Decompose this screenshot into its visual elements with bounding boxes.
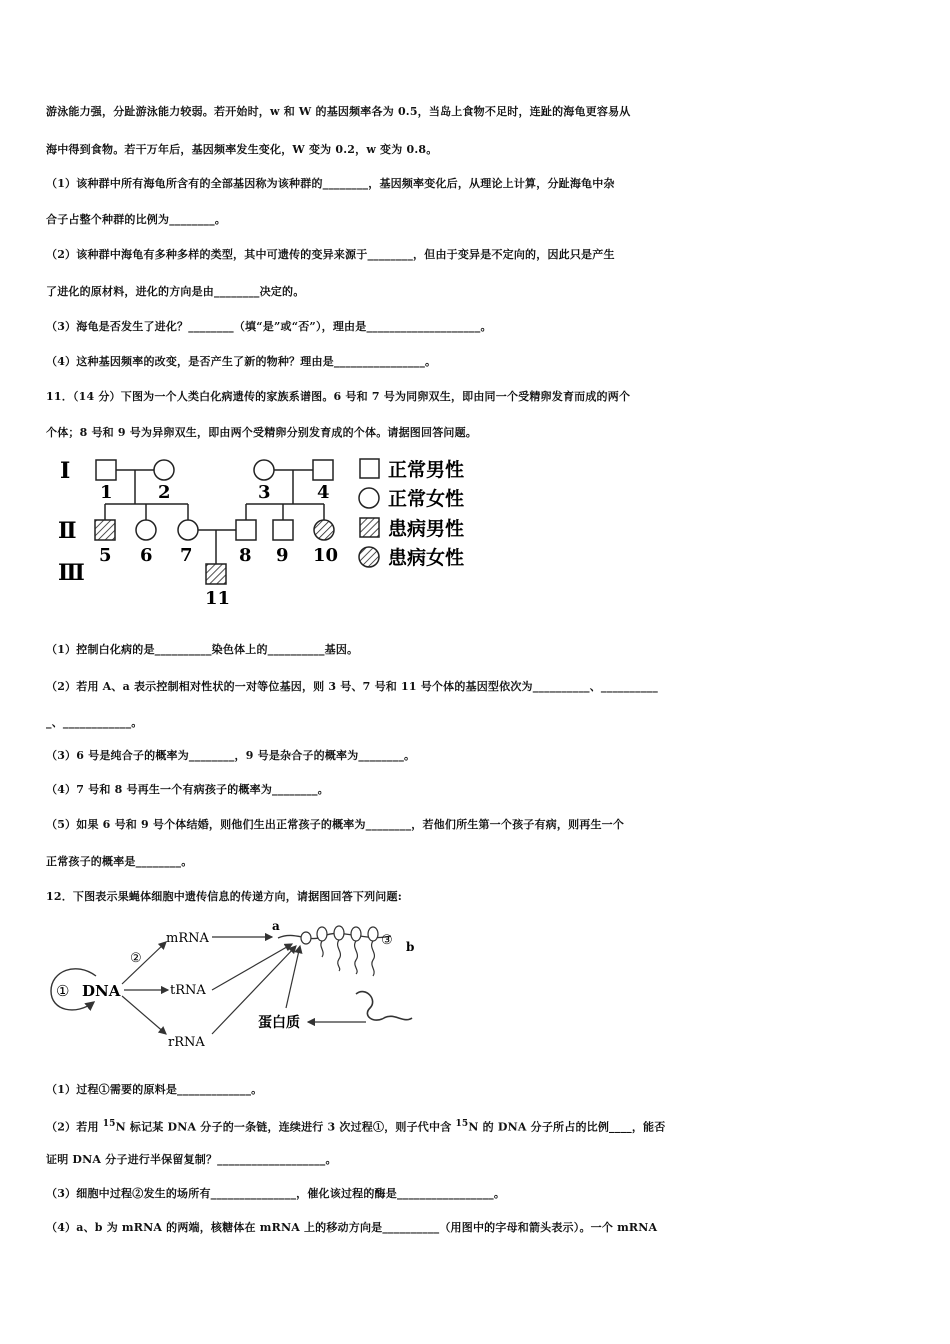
- legend-affected-male-label: 患病男性: [388, 518, 465, 540]
- label-10: 10: [313, 545, 339, 566]
- label-6: 6: [140, 545, 153, 566]
- individual-11-affected-male: [206, 564, 226, 584]
- q11-subq1: （1）控制白化病的是__________染色体上的__________基因。: [46, 643, 359, 656]
- q10-subq3: （3）海龟是否发生了进化？________（填“是”或“否”），理由是____________________。: [46, 320, 492, 333]
- label-3: 3: [258, 482, 271, 503]
- q11-subq2-line-1: （2）若用 A、a 表示控制相对性状的一对等位基因，则 3 号、7 号和 11 号个体的基因型依次为__________、__________: [46, 680, 658, 693]
- mrna-end-b: b: [406, 940, 415, 954]
- process-2-marker: ②: [130, 951, 142, 966]
- label-7: 7: [180, 545, 193, 566]
- gene-expression-diagram: [46, 916, 426, 1056]
- protein-label: 蛋白质: [258, 1015, 300, 1031]
- q12-subq4: （4）a、b 为 mRNA 的两端，核糖体在 mRNA 上的移动方向是__________（用图中的字母和箭头表示）。一个 mRNA: [46, 1221, 658, 1234]
- ribosome-group: [301, 926, 378, 944]
- label-4: 4: [317, 482, 330, 503]
- q12-subq2-line-2: 证明 DNA 分子进行半保留复制？___________________。: [46, 1153, 337, 1166]
- individual-7-normal-female: [178, 520, 198, 540]
- legend-normal-male-label: 正常男性: [388, 459, 465, 481]
- individual-9-normal-male: [273, 520, 293, 540]
- q10-subq1-line-1: （1）该种群中所有海龟所含有的全部基因称为该种群的________，基因频率变化后，从理论上计算，分趾海龟中杂: [46, 177, 615, 190]
- individual-10-affected-female: [314, 520, 334, 540]
- legend-normal-female-label: 正常女性: [388, 488, 465, 510]
- generation-II-label: Ⅱ: [58, 518, 77, 544]
- q11-subq3: （3）6 号是纯合子的概率为________，9 号是杂合子的概率为________。: [46, 749, 416, 762]
- q10-text-line-1: 游泳能力强，分趾游泳能力较弱。若开始时，w 和 W 的基因频率各为 0.5，当岛上食物不足时，连趾的海龟更容易从: [46, 105, 631, 118]
- individual-2-normal-female: [154, 460, 174, 480]
- polypeptide-chains: [321, 940, 375, 976]
- label-8: 8: [239, 545, 252, 566]
- q11-subq2-line-2: _、____________。: [46, 716, 143, 729]
- trna-label: tRNA: [170, 983, 206, 998]
- q11-stem-line-2: 个体；8 号和 9 号为异卵双生，即由两个受精卵分别发育成的个体。请据图回答问题。: [46, 426, 477, 439]
- q11-stem-line-1: 11．（14 分）下图为一个人类白化病遗传的家族系谱图。6 号和 7 号为同卵双生，即由同一个受精卵发育而成的两个: [46, 390, 631, 403]
- rrna-label: rRNA: [168, 1035, 205, 1050]
- generation-I-label: Ⅰ: [60, 458, 71, 484]
- q11-subq5-line-2: 正常孩子的概率是________。: [46, 855, 193, 868]
- label-1: 1: [100, 482, 113, 503]
- process-3-marker: ③: [381, 933, 393, 948]
- q12-subq3: （3）细胞中过程②发生的场所有_______________，催化该过程的酶是_________________。: [46, 1187, 506, 1200]
- legend-affected-male-symbol: [360, 518, 379, 537]
- legend-affected-female-label: 患病女性: [388, 547, 465, 569]
- q10-subq1-line-2: 合子占整个种群的比例为________。: [46, 213, 226, 226]
- folded-protein: [356, 992, 412, 1020]
- mrna-end-a: a: [272, 919, 280, 933]
- individual-5-affected-male: [95, 520, 115, 540]
- q12-stem: 12．下图表示果蝇体细胞中遗传信息的传递方向，请据图回答下列问题:: [46, 890, 402, 903]
- individual-4-normal-male: [313, 460, 333, 480]
- q12-subq1: （1）过程①需要的原料是_____________。: [46, 1083, 263, 1096]
- q10-subq4: （4）这种基因频率的改变，是否产生了新的物种？理由是________________。: [46, 355, 437, 368]
- q10-subq2-line-1: （2）该种群中海龟有多种多样的类型，其中可遗传的变异来源于________，但由于变异是不定向的，因此只是产生: [46, 248, 615, 261]
- q10-subq2-line-2: 了进化的原材料，进化的方向是由________决定的。: [46, 285, 305, 298]
- q11-subq5-line-1: （5）如果 6 号和 9 号个体结婚，则他们生出正常孩子的概率为________，若他们所生第一个孩子有病，则再生一个: [46, 818, 625, 831]
- legend-normal-female-symbol: [359, 488, 379, 508]
- label-9: 9: [276, 545, 289, 566]
- individual-1-normal-male: [96, 460, 116, 480]
- process-1-marker: ①: [56, 982, 70, 1000]
- label-11: 11: [205, 588, 231, 609]
- q10-text-line-2: 海中得到食物。若干万年后，基因频率发生变化，W 变为 0.2，w 变为 0.8。: [46, 143, 438, 156]
- legend-normal-male-symbol: [360, 459, 379, 478]
- label-5: 5: [99, 545, 112, 566]
- dna-label: DNA: [82, 982, 121, 1000]
- generation-III-label: Ⅲ: [58, 560, 85, 586]
- legend-affected-female-symbol: [359, 547, 379, 567]
- individual-8-normal-male: [236, 520, 256, 540]
- individual-3-normal-female: [254, 460, 274, 480]
- mrna-label: mRNA: [166, 931, 209, 946]
- pedigree-chart: [46, 450, 486, 610]
- individual-6-normal-female: [136, 520, 156, 540]
- label-2: 2: [158, 482, 171, 503]
- q12-subq2-line-1: （2）若用 $^{15}$N 标记某 DNA 分子的一条链，连续进行 3 次过程①，则子代中含 $^{15}$N 的 DNA 分子所占的比例____，能否: [46, 1119, 666, 1134]
- q11-subq4: （4）7 号和 8 号再生一个有病孩子的概率为________。: [46, 783, 329, 796]
